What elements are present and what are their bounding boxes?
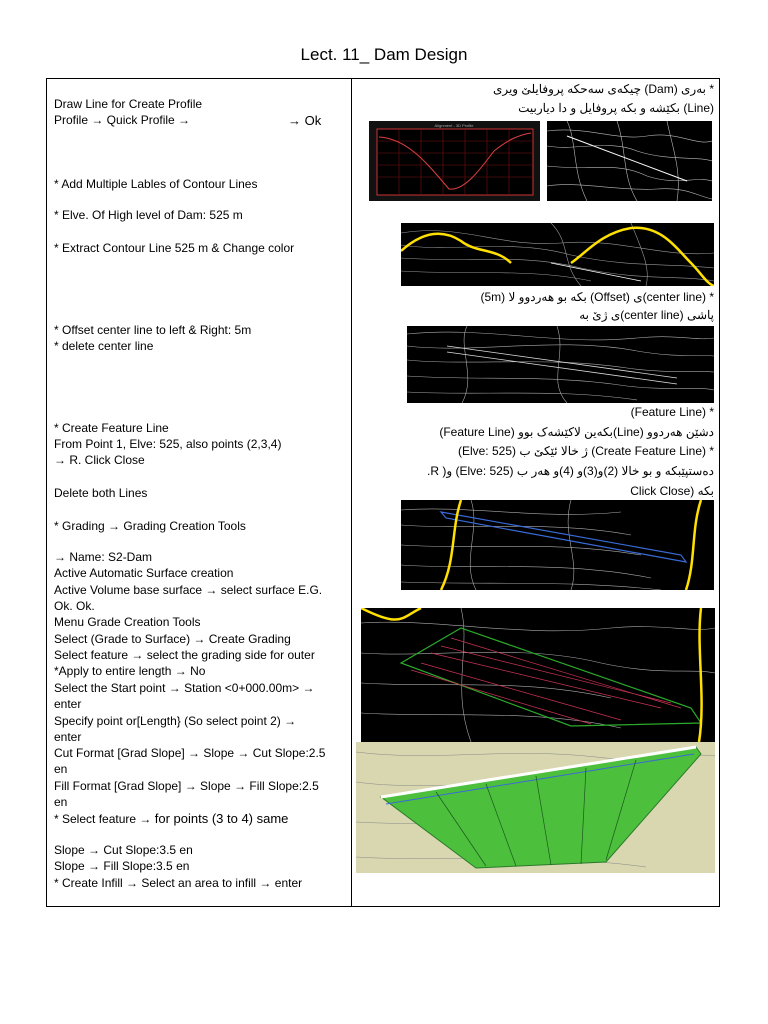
step-line: Select (Grade to Surface) → Create Grading (54, 632, 291, 646)
step-line: Delete both Lines (54, 486, 148, 500)
kurdish-line: دشێن هەردوو (Line)بکەین لاکێشەک بوو (Feature Line) (439, 425, 714, 439)
lecture-table (46, 78, 720, 907)
step-line: enter (54, 730, 82, 744)
step-line: *Apply to entire length → No (54, 664, 206, 678)
kurdish-line: پاشی (center line)ی ژێ بە (579, 308, 714, 322)
step-line: Profile → Quick Profile → (54, 113, 191, 127)
contour-525-image (401, 223, 714, 286)
step-line: From Point 1, Elve: 525, also points (2,3,4) (54, 437, 282, 451)
step-line (54, 811, 288, 827)
column-divider (351, 79, 352, 906)
step-line: Active Volume base surface → select surface E.G. (54, 583, 323, 597)
step-line: Specify point or[Length} (So select point 2) → (54, 714, 297, 728)
kurdish-line: * (Create Feature Line) ژ خالا ئێکێ ب (Elve: 525) (457, 444, 714, 458)
step-line: enter (54, 697, 82, 711)
kurdish-line: * (center line)ی (Offset) بکە بو هەردوو لا (5m) (480, 290, 714, 304)
step-line: * Add Multiple Lables of Contour Lines (54, 177, 258, 191)
page-title: Lect. 11_ Dam Design (300, 45, 468, 64)
dam-surface-image (356, 742, 715, 873)
select-feature-tail: for points (3 to 4) same (154, 811, 289, 826)
kurdish-line: (Line) بکێشە و بکە پروفایل و دا دیاربیت (518, 101, 714, 115)
step-line: Ok. Ok. (54, 599, 95, 613)
select-feature-label: * Select feature → (54, 812, 152, 826)
step-line: Cut Format [Grad Slope] → Slope → Cut Slope:2.5 (54, 746, 326, 760)
step-line: en (54, 762, 68, 776)
step-line: * Grading → Grading Creation Tools (54, 519, 246, 533)
kurdish-line: * (Feature Line) (630, 405, 714, 419)
kurdish-line: بکە (Click Close (630, 484, 714, 498)
offset-lines-image (407, 326, 714, 403)
step-line: Active Automatic Surface creation (54, 566, 234, 580)
step-line: * Create Infill → Select an area to infill → enter (54, 876, 303, 890)
step-line: Select feature → select the grading side for outer (54, 648, 315, 662)
profile-graph-title: Alignment - 3D Profile (434, 123, 474, 128)
step-line: Fill Format [Grad Slope] → Slope → Fill Slope:2.5 (54, 779, 319, 793)
step-line: * Offset center line to left & Right: 5m (54, 323, 252, 337)
step-line: Slope → Fill Slope:3.5 en (54, 859, 190, 873)
ok-text: → Ok (288, 113, 322, 128)
step-line: Slope → Cut Slope:3.5 en (54, 843, 193, 857)
grading-image (361, 608, 715, 742)
step-line: * Elve. Of High level of Dam: 525 m (54, 208, 243, 222)
step-line: * delete center line (54, 339, 154, 353)
feature-line-image (401, 500, 714, 590)
kurdish-line: * بەری (Dam) چیکەی سەحکە پروفایلێ ویری (492, 82, 714, 96)
step-line: → R. Click Close (54, 453, 145, 467)
profile-graph-image (369, 121, 540, 201)
step-line: → Name: S2-Dam (54, 550, 153, 564)
contour-line-image (547, 121, 712, 201)
step-line: Draw Line for Create Profile (54, 97, 203, 111)
step-line: * Extract Contour Line 525 m & Change color (54, 241, 295, 255)
kurdish-line: دەستپێبکە و بو خالا (2)و(3)و (4)و هەر ب (Elve: 525) و( R. (427, 464, 714, 478)
step-line: Select the Start point → Station <0+000.00m> → (54, 681, 315, 695)
step-line: * Create Feature Line (54, 421, 169, 435)
step-line: Menu Grade Creation Tools (54, 615, 201, 629)
step-line: en (54, 795, 68, 809)
